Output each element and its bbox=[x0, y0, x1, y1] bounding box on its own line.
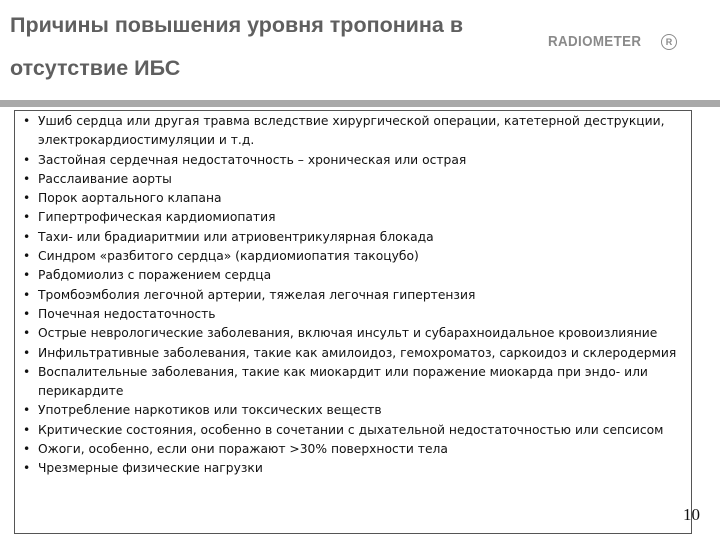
list-item: • Почечная недостаточность bbox=[21, 305, 681, 324]
logo-text: RADIOMETER bbox=[548, 34, 642, 50]
list-item: • Расслаивание аорты bbox=[21, 170, 681, 189]
slide-title: Причины повышения уровня тропонина в отсутствие ИБС bbox=[10, 13, 464, 80]
title-divider bbox=[0, 100, 720, 107]
list-item: • Употребление наркотиков или токсических веществ bbox=[21, 401, 681, 420]
list-item: • Рабдомиолиз с поражением сердца bbox=[21, 266, 681, 285]
list-item: • Гипертрофическая кардиомиопатия bbox=[21, 208, 681, 227]
registered-mark-icon: R bbox=[661, 34, 677, 50]
causes-list bbox=[21, 112, 681, 479]
list-item: • Воспалительные заболевания, такие как миокардит или поражение миокарда при эндо- или перикардите bbox=[21, 363, 681, 402]
list-item: • Чрезмерные физические нагрузки bbox=[21, 459, 681, 478]
list-item: • Тахи- или брадиаритмии или атриовентрикулярная блокада bbox=[21, 228, 681, 247]
list-item: • Острые неврологические заболевания, включая инсульт и субарахноидальное кровоизлияние bbox=[21, 324, 681, 343]
list-item: • Ожоги, особенно, если они поражают >30% поверхности тела bbox=[21, 440, 681, 459]
list-item: • Порок аортального клапана bbox=[21, 189, 681, 208]
list-item: • Критические состояния, особенно в сочетании с дыхательной недостаточностью или сепсисом bbox=[21, 421, 681, 440]
list-item: • Тромбоэмболия легочной артерии, тяжелая легочная гипертензия bbox=[21, 286, 681, 305]
list-item: • Синдром «разбитого сердца» (кардиомиопатия такоцубо) bbox=[21, 247, 681, 266]
page-number: 10 bbox=[683, 505, 700, 524]
causes-box bbox=[14, 110, 692, 534]
radiometer-logo bbox=[548, 32, 677, 52]
list-item: • Инфильтративные заболевания, такие как амилоидоз, гемохроматоз, саркоидоз и склеродермия bbox=[21, 344, 681, 363]
list-item: • Ушиб сердца или другая травма вследствие хирургической операции, катетерной деструкции, электрокардиостимуляции и т.д. bbox=[21, 112, 681, 151]
list-item: • Застойная сердечная недостаточность – хроническая или острая bbox=[21, 151, 681, 170]
